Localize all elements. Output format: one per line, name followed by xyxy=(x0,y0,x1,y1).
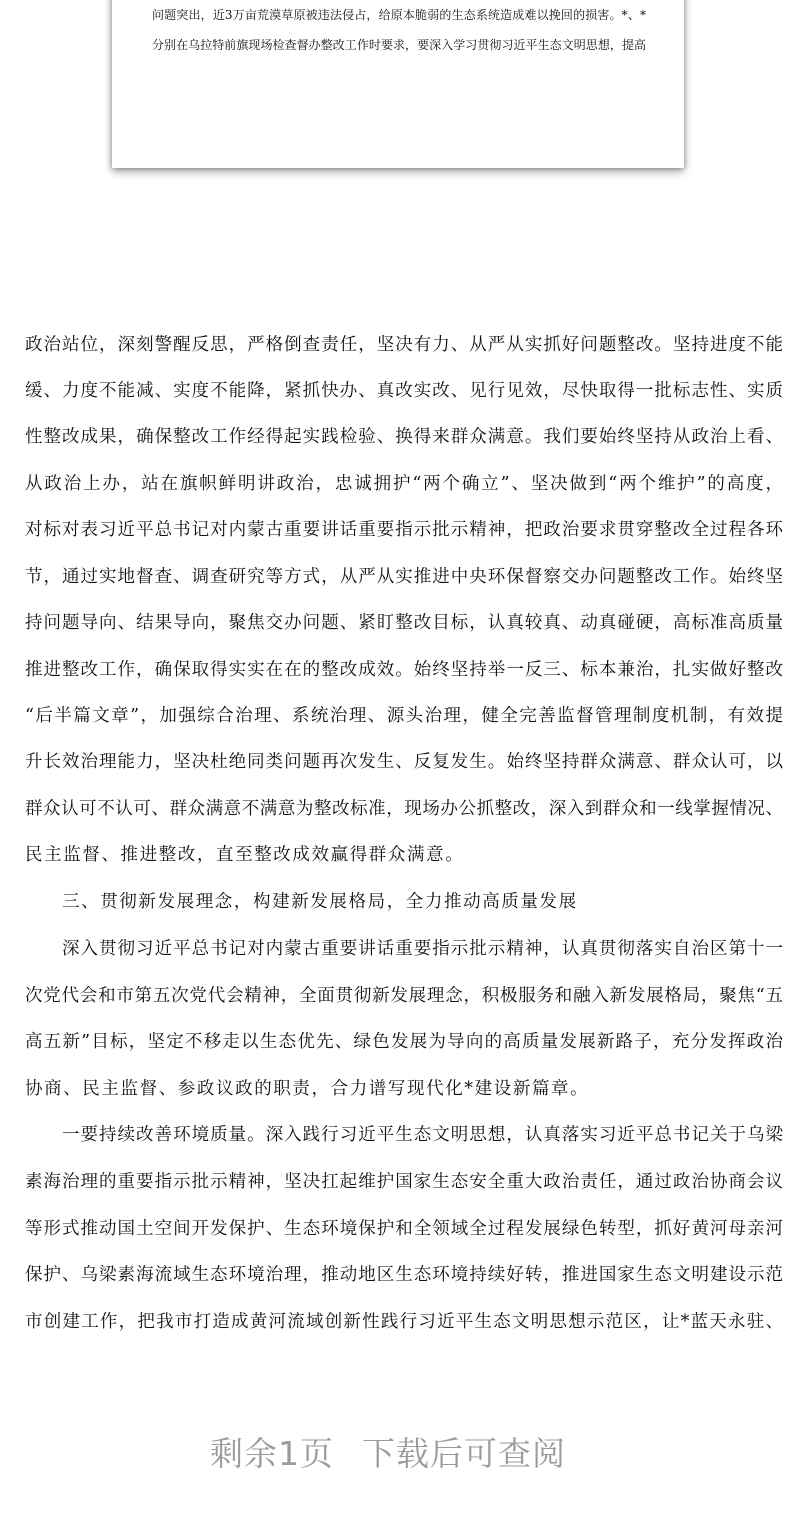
body-line: 高五新”目标，坚定不移走以生态优先、绿色发展为导向的高质量发展新路子，充分发挥政治 xyxy=(25,1032,783,1052)
download-to-view-label[interactable]: 下载后可查阅 xyxy=(362,1434,566,1473)
section-heading: 三、贯彻新发展理念，构建新发展格局，全力推动高质量发展 xyxy=(62,892,578,912)
body-line: 从政治上办，站在旗帜鲜明讲政治，忠诚拥护“两个确立”、坚决做到“两个维护”的高度， xyxy=(25,474,783,494)
card-text-line: 问题突出，近3万亩荒漠草原被违法侵占，给原本脆弱的生态系统造成难以挽回的损害。*、* xyxy=(152,8,646,22)
body-line: 市创建工作，把我市打造成黄河流域创新性践行习近平生态文明思想示范区，让*蓝天永驻、 xyxy=(25,1312,783,1332)
body-line: 持问题导向、结果导向，聚焦交办问题、紧盯整改目标，认真较真、动真碰硬，高标准高质量 xyxy=(25,613,783,633)
body-line: 缓、力度不能减、实度不能降，紧抓快办、真改实改、见行见效，尽快取得一批标志性、实质 xyxy=(25,381,783,401)
body-line: 深入贯彻习近平总书记对内蒙古重要讲话重要指示批示精神，认真贯彻落实自治区第十一 xyxy=(62,939,783,959)
body-line: 政治站位，深刻警醒反思，严格倒查责任，坚决有力、从严从实抓好问题整改。坚持进度不能 xyxy=(25,335,783,355)
body-line: 次党代会和市第五次党代会精神，全面贯彻新发展理念，积极服务和融入新发展格局，聚焦“五 xyxy=(25,986,783,1006)
body-line: 升长效治理能力，坚决杜绝同类问题再次发生、反复发生。始终坚持群众满意、群众认可，以 xyxy=(25,752,783,772)
body-line: 一要持续改善环境质量。深入践行习近平生态文明思想，认真落实习近平总书记关于乌梁 xyxy=(62,1125,783,1145)
body-line: 民主监督、推进整改，直至整改成效赢得群众满意。 xyxy=(25,845,465,865)
download-prompt[interactable] xyxy=(0,1428,776,1475)
body-line: 协商、民主监督、参政议政的职责，合力谱写现代化*建设新篇章。 xyxy=(25,1079,590,1099)
card-text-line: 分别在乌拉特前旗现场检查督办整改工作时要求，要深入学习贯彻习近平生态文明思想，提高 xyxy=(152,38,646,52)
body-line: 推进整改工作，确保取得实实在在的整改成效。始终坚持举一反三、标本兼治，扎实做好整改 xyxy=(25,660,783,680)
body-line: 对标对表习近平总书记对内蒙古重要讲话重要指示批示精神，把政治要求贯穿整改全过程各环 xyxy=(25,520,783,540)
body-line: 保护、乌梁素海流域生态环境治理，推动地区生态环境持续好转，推进国家生态文明建设示范 xyxy=(25,1265,783,1285)
body-line: “后半篇文章”，加强综合治理、系统治理、源头治理，健全完善监督管理制度机制，有效提 xyxy=(25,706,783,726)
preview-page-card xyxy=(112,0,684,168)
remaining-pages-label: 剩余1页 xyxy=(210,1434,334,1473)
body-line: 节，通过实地督查、调查研究等方式，从严从实推进中央环保督察交办问题整改工作。始终坚 xyxy=(25,567,783,587)
body-line: 等形式推动国土空间开发保护、生态环境保护和全领域全过程发展绿色转型，抓好黄河母亲河 xyxy=(25,1219,783,1239)
body-line: 素海治理的重要指示批示精神，坚决扛起维护国家生态安全重大政治责任，通过政治协商会议 xyxy=(25,1172,783,1192)
body-line: 群众认可不认可、群众满意不满意为整改标准，现场办公抓整改，深入到群众和一线掌握情况、 xyxy=(25,799,783,819)
body-line: 性整改成果，确保整改工作经得起实践检验、换得来群众满意。我们要始终坚持从政治上看、 xyxy=(25,427,783,447)
